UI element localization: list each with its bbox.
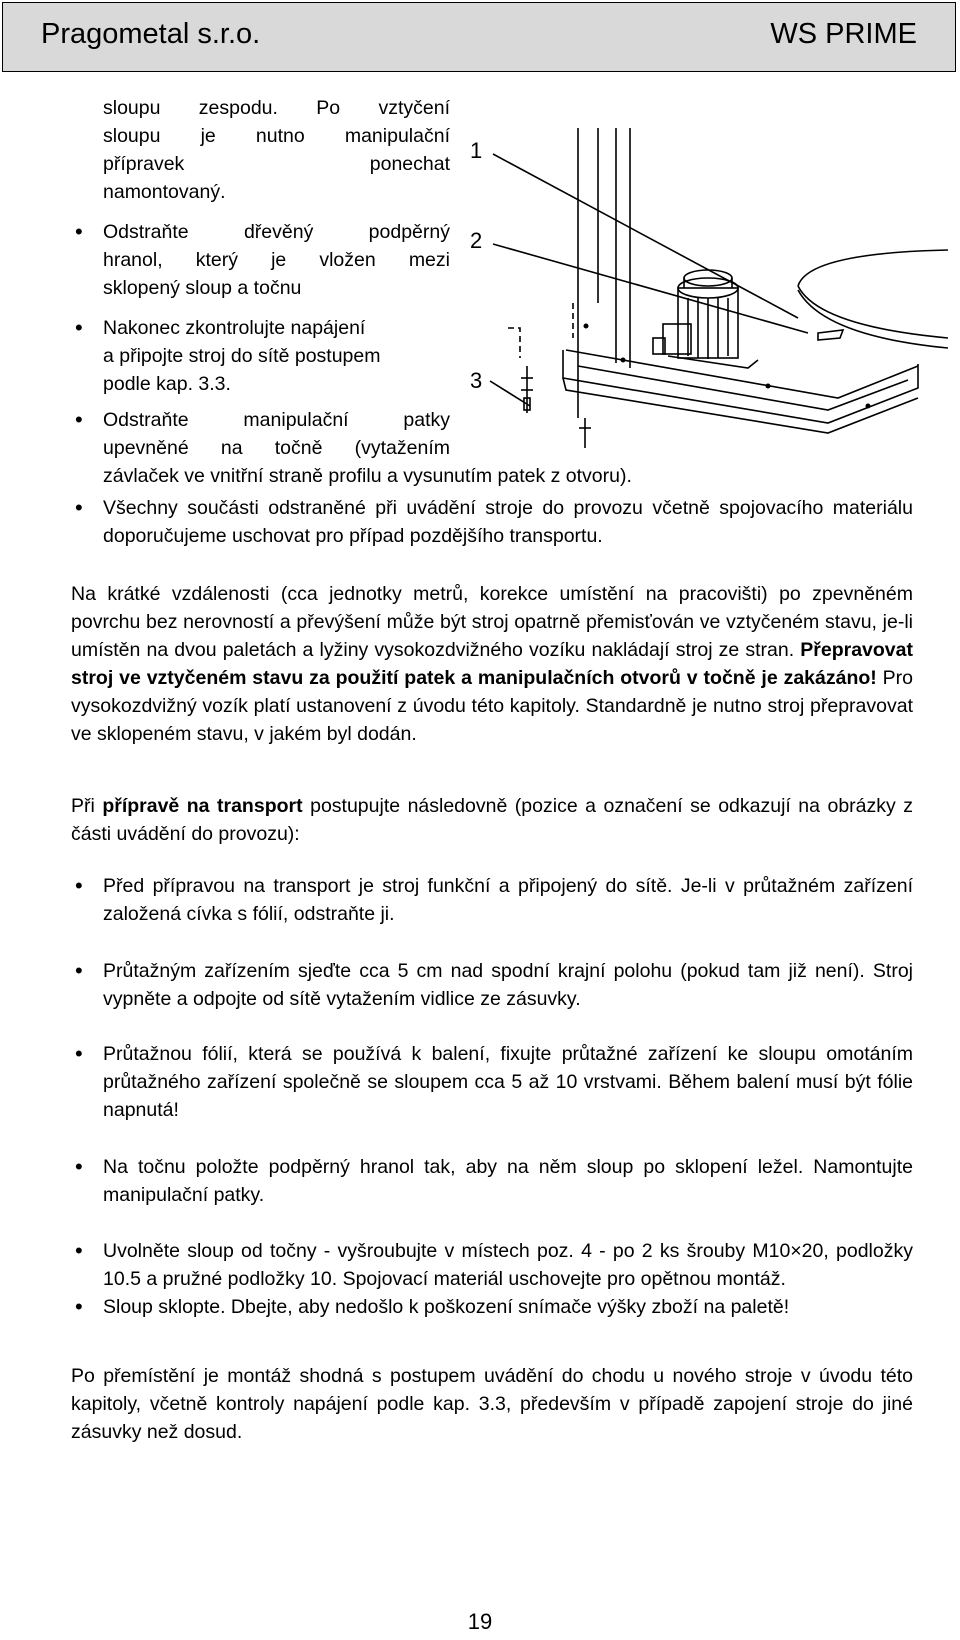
text-run: postupujte následovně (pozice a označení se odkazují na obrázky z části uvádění do provozu): <box>71 795 913 845</box>
text-line: • Odstraňte dřevěný podpěrný <box>103 218 450 246</box>
text-line: • Nakonec zkontrolujte napájení <box>103 314 450 342</box>
warning-text: Přepravovat stroj ve vztyčeném stavu za použití patek a manipulačních otvorů v točně je zakázáno! <box>71 639 913 689</box>
list-item: • Před přípravou na transport je stroj funkční a připojený do sítě. Je-li v průtažném zařízení založená cívka s fólií, odstraňte ji. <box>103 872 913 928</box>
text-line: sloupu zespodu. Po vztyčení <box>103 97 450 119</box>
page-header <box>2 2 956 72</box>
text-run: Na krátké vzdálenosti (cca jednotky metrů, korekce umístění na pracovišti) po zpevněném povrchu bez nerovností a převýšení může být stroj opatrně přemisťován ve vztyčeném stavu, je-li umístěn na dvou paletách a lyžiny vysokozdvižného vozíku nakládají stroj ze stran. <box>71 583 913 661</box>
text-line: závlaček ve vnitřní straně profilu a vysunutím patek z otvoru). <box>103 465 632 487</box>
text-line: a připojte stroj do sítě postupem <box>103 345 381 367</box>
text-line: hranol, který je vložen mezi <box>103 249 450 271</box>
list-item: • Všechny součásti odstraněné při uvádění stroje do provozu včetně spojovacího materiálu doporučujeme uschovat pro případ pozdějšího transportu. <box>103 494 913 550</box>
text-line: podle kap. 3.3. <box>103 373 231 395</box>
paragraph: Po přemístění je montáž shodná s postupem uvádění do chodu u nového stroje v úvodu této kapitoly, včetně kontroly napájení podle kap. 3.3, především v případě zapojení stroje do jiné zásuvky než dosud. <box>71 1365 913 1443</box>
list-item: • Uvolněte sloup od točny - vyšroubujte v místech poz. 4 - po 2 ks šrouby M10×20, podložky 10.5 a pružné podložky 10. Spojovací materiál uschovejte pro opětnou montáž. <box>103 1237 913 1293</box>
text-line: sklopený sloup a točnu <box>103 277 302 299</box>
list-item: • Sloup sklopte. Dbejte, aby nedošlo k poškození snímače výšky zboží na paletě! <box>103 1293 913 1321</box>
text-line: • Odstraňte manipulační patky <box>103 406 450 434</box>
figure-label-3: 3 <box>470 368 483 393</box>
machine-figure <box>448 128 948 473</box>
emphasis-text: přípravě na transport <box>102 795 303 817</box>
product-name: WS PRIME <box>770 18 917 50</box>
page-number: 19 <box>467 1609 493 1634</box>
list-item: • Na točnu položte podpěrný hranol tak, aby na něm sloup po sklopení ležel. Namontujte manipulační patky. <box>103 1153 913 1209</box>
company-name: Pragometal s.r.o. <box>41 18 261 50</box>
text-run: Při <box>71 795 103 817</box>
figure-label-2: 2 <box>470 228 483 253</box>
machine-drawing <box>448 128 948 473</box>
list-item: • Průtažným zařízením sjeďte cca 5 cm nad spodní krajní polohu (pokud tam již není). Stroj vypněte a odpojte od sítě vytažením vidlice ze zásuvky. <box>103 957 913 1013</box>
text-line: upevněné na točně (vytažením <box>103 437 450 459</box>
figure-label-1: 1 <box>470 138 483 163</box>
text-line: sloupu je nutno manipulační <box>103 125 450 147</box>
text-run: Pro vysokozdvižný vozík platí ustanovení z úvodu této kapitoly. Standardně je nutno stroj přepravovat ve sklopeném stavu, v jakém byl dodán. <box>71 667 913 745</box>
paragraph <box>71 580 913 748</box>
text-line: přípravek ponechat <box>103 153 450 175</box>
paragraph <box>71 792 913 848</box>
text-line: namontovaný. <box>103 181 226 203</box>
list-item: • Průtažnou fólií, která se používá k balení, fixujte průtažné zařízení ke sloupu omotáním průtažného zařízení společně se sloupem cca 5 až 10 vrstvami. Během balení musí být fólie napnutá! <box>103 1040 913 1124</box>
